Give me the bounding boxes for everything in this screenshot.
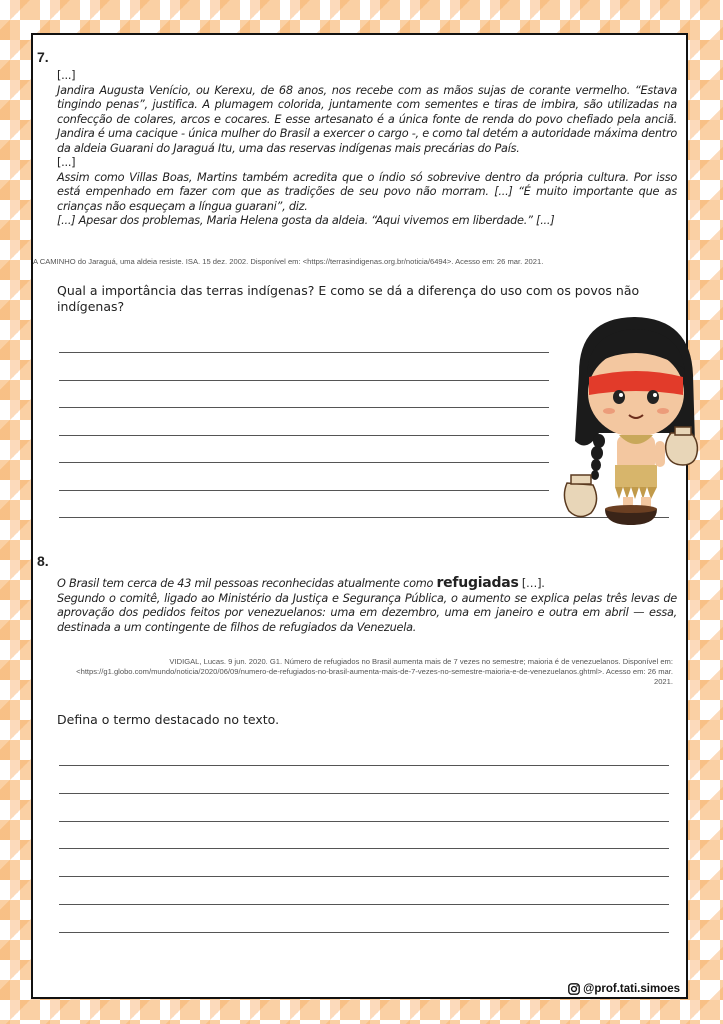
answer-line[interactable] xyxy=(59,352,549,353)
question-7-quote xyxy=(57,69,677,229)
worksheet-page xyxy=(31,33,688,999)
quote-paragraph: [...] Apesar dos problemas, Maria Helena gosta da aldeia. “Aqui vivemos em liberdade.” [...] xyxy=(57,214,555,227)
answer-line[interactable] xyxy=(59,490,549,491)
quote-lead: O Brasil tem cerca de 43 mil pessoas reconhecidas atualmente como xyxy=(57,577,437,590)
author-handle[interactable] xyxy=(568,983,680,995)
answer-line[interactable] xyxy=(59,876,669,877)
quote-paragraph: Segundo o comitê, ligado ao Ministério da Justiça e Segurança Pública, o aumento se explica pelas três levas de aprovação dos pedidos feitos por venezuelanos: uma em dezembro, uma em janeiro e outra em abril — essa, destinada a um contingente de filhos de refugiados da Venezuela. xyxy=(57,591,677,634)
answer-line[interactable] xyxy=(59,765,669,766)
answer-line[interactable] xyxy=(59,848,669,849)
answer-line[interactable] xyxy=(59,462,549,463)
question-8-quote xyxy=(57,576,677,635)
answer-line[interactable] xyxy=(59,821,669,822)
answer-line[interactable] xyxy=(59,932,669,933)
instagram-icon xyxy=(568,983,580,995)
answer-line[interactable] xyxy=(59,904,669,905)
quote-ellipsis: [...] xyxy=(57,69,76,82)
answer-line[interactable] xyxy=(59,435,549,436)
question-7-citation: A CAMINHO do Jaraguá, uma aldeia resiste. ISA. 15 dez. 2002. Disponível em: <https://terrasindigenas.org.br/noticia/6494>. Acesso em: 26 mar. 2021. xyxy=(33,257,544,266)
quote-ellipsis: [...] xyxy=(57,156,76,169)
quote-paragraph: Jandira Augusta Venício, ou Kerexu, de 68 anos, nos recebe com as mãos sujas de corante vermelho. “Estava tingindo penas”, justifica. A plumagem colorida, juntamente com sementes e tiras de imbira, são utilizadas na confecção de colares, arcos e cocares. E esse artesanato é a única fonte de renda do povo chefiado pela anciã. Jandira é uma cacique - única mulher do Brasil a exercer o cargo -, e como tal detém a autoridade máxima dentro da aldeia Guarani do Jaraguá Itu, uma das reservas indígenas mais precárias do País. xyxy=(57,83,677,155)
answer-line[interactable] xyxy=(59,793,669,794)
answer-line[interactable] xyxy=(59,380,549,381)
indigenous-girl-illustration xyxy=(559,313,713,525)
question-8-number: 8. xyxy=(37,553,49,569)
question-8-prompt: Defina o termo destacado no texto. xyxy=(57,712,280,727)
highlighted-term: refugiadas xyxy=(436,575,519,591)
answer-line[interactable] xyxy=(59,407,549,408)
author-handle-text: @prof.tati.simoes xyxy=(583,983,680,995)
question-7-prompt: Qual a importância das terras indígenas? E como se dá a diferença do uso com os povos não indígenas? xyxy=(57,283,640,314)
quote-paragraph: Assim como Villas Boas, Martins também acredita que o índio só sobrevive dentro da própria cultura. Por isso está empenhado em fazer com que as tradições de seu povo não morram. [...] “É muito importante que as crianças não esqueçam a língua guarani”, diz. xyxy=(57,170,677,213)
question-8-citation: VIDIGAL, Lucas. 9 jun. 2020. G1. Número de refugiados no Brasil aumenta mais de 7 vezes no semestre; maioria é de venezuelanos. Disponível em: <https://g1.globo.com/mundo/noticia/2020/06/09/numero-de-refugiados-no-brasil-aumenta-mais-de-7-vezes-no-semestre-maioria-e-de-venezuelanos.ghtml>. Acesso em: 26 mar. 2021. xyxy=(76,657,673,686)
quote-paragraph xyxy=(57,576,677,592)
question-7-number: 7. xyxy=(37,49,49,65)
quote-ellipsis: […]. xyxy=(518,577,545,590)
